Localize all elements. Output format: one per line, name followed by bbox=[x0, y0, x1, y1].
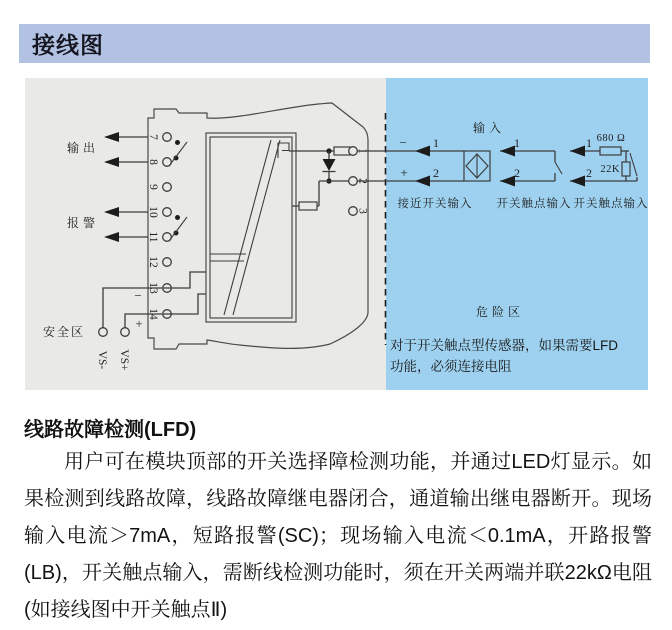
vs-minus-terminal bbox=[99, 328, 108, 337]
left-arrow-icon bbox=[570, 146, 585, 157]
wire-number: 2 bbox=[433, 166, 439, 180]
isolator-box-outer bbox=[206, 133, 296, 322]
lfd-resistor bbox=[299, 202, 317, 210]
output-label: 输出 bbox=[66, 141, 100, 155]
left-arrow-icon bbox=[570, 176, 585, 187]
resistor-680-label: 680 Ω bbox=[596, 133, 626, 144]
resistor-22k-label: 22K bbox=[600, 164, 620, 175]
wire-number: 1 bbox=[514, 136, 520, 150]
lfd-note-line1: 对于开关触点型传感器，如果需要LFD bbox=[390, 338, 619, 353]
sensor1-label: 接近开关输入 bbox=[397, 198, 473, 210]
module-housing-outline bbox=[148, 103, 368, 349]
vs-plus-terminal bbox=[121, 328, 130, 337]
minus-sign: − bbox=[134, 288, 142, 303]
terminal-number: 13 bbox=[146, 282, 159, 294]
plus-sign: + bbox=[135, 316, 143, 331]
wire-number: 1 bbox=[433, 136, 439, 150]
relay-contact-blade bbox=[169, 142, 187, 166]
vs-minus-label: VS- bbox=[95, 350, 108, 370]
terminal-1 bbox=[349, 147, 358, 156]
lfd-section-heading: 线路故障检测(LFD) bbox=[24, 419, 197, 441]
terminal-number: 2 bbox=[356, 178, 369, 184]
relay-contact-blade bbox=[169, 217, 187, 241]
danger-zone-label: 危险区 bbox=[475, 305, 525, 319]
terminal-number: 11 bbox=[146, 231, 159, 243]
sensor1-plus: + bbox=[400, 165, 408, 180]
vs-plus-label: VS+ bbox=[117, 349, 130, 371]
switch-output-symbol bbox=[278, 143, 289, 158]
relay-contact-dot bbox=[175, 215, 180, 220]
resistor-22k bbox=[622, 162, 630, 176]
terminal-12 bbox=[163, 258, 172, 267]
left-arrow-icon bbox=[415, 176, 430, 187]
series-resistor bbox=[334, 147, 350, 155]
left-arrow-icon bbox=[104, 157, 119, 167]
wire-number: 2 bbox=[586, 166, 592, 180]
terminal-number: 7 bbox=[146, 134, 159, 140]
left-arrow-icon bbox=[104, 132, 119, 142]
isolator-box-inner bbox=[210, 137, 292, 318]
section-title-bar bbox=[19, 24, 650, 63]
terminal-10 bbox=[163, 208, 172, 217]
relay-contact-dot bbox=[175, 140, 180, 145]
wire-number: 2 bbox=[514, 166, 520, 180]
terminal-7 bbox=[163, 133, 172, 142]
terminal-number: 8 bbox=[146, 159, 159, 165]
terminal-9 bbox=[163, 183, 172, 192]
switch-contact-blade bbox=[630, 153, 637, 176]
lfd-note-line2: 功能，必须连接电阻 bbox=[390, 359, 512, 374]
wiring-diagram bbox=[25, 78, 648, 390]
left-arrow-icon bbox=[500, 146, 515, 157]
wire-number: 1 bbox=[586, 136, 592, 150]
terminal-number: 9 bbox=[146, 184, 159, 190]
sensor3-label: 开关触点输入 bbox=[573, 198, 648, 210]
terminal-3 bbox=[349, 207, 358, 216]
terminal-number: 3 bbox=[356, 208, 369, 214]
terminal-number: 10 bbox=[146, 206, 159, 218]
left-arrow-icon bbox=[104, 207, 119, 217]
diode-icon bbox=[323, 159, 336, 171]
section-title: 接线图 bbox=[32, 32, 104, 58]
left-arrow-icon bbox=[104, 232, 119, 242]
safe-zone-label: 安全区 bbox=[42, 325, 86, 339]
switch-contact-blade bbox=[555, 162, 562, 174]
input-label: 输入 bbox=[472, 121, 506, 135]
sensor1-minus: − bbox=[399, 135, 407, 150]
alarm-label: 报警 bbox=[66, 216, 100, 230]
lfd-section-paragraph: 用户可在模块顶部的开关选择障检测功能，并通过LED灯显示。如果检测到线路故障，线路故障继电器闭合，通道输出继电器断开。现场输入电流＞7mA，短路报警(SC)；现场输入电流＜0.1mA，开路报警(LB)，开关触点输入，需断线检测功能时，须在开关两端并联22kΩ电阻(如接线图中开关触点Ⅱ) bbox=[24, 451, 652, 621]
resistor-680ohm bbox=[600, 147, 621, 155]
isolation-barrier-line bbox=[233, 140, 280, 315]
terminal-number: 14 bbox=[146, 308, 159, 320]
wiring-diagram-panel bbox=[25, 78, 648, 390]
isolation-barrier-line bbox=[224, 140, 271, 315]
sensor2-label: 开关触点输入 bbox=[496, 198, 572, 210]
left-arrow-icon bbox=[500, 176, 515, 187]
terminal-2 bbox=[349, 177, 358, 186]
terminal-number: 1 bbox=[356, 148, 369, 154]
left-arrow-icon bbox=[415, 146, 430, 157]
terminal-number: 12 bbox=[146, 256, 159, 268]
